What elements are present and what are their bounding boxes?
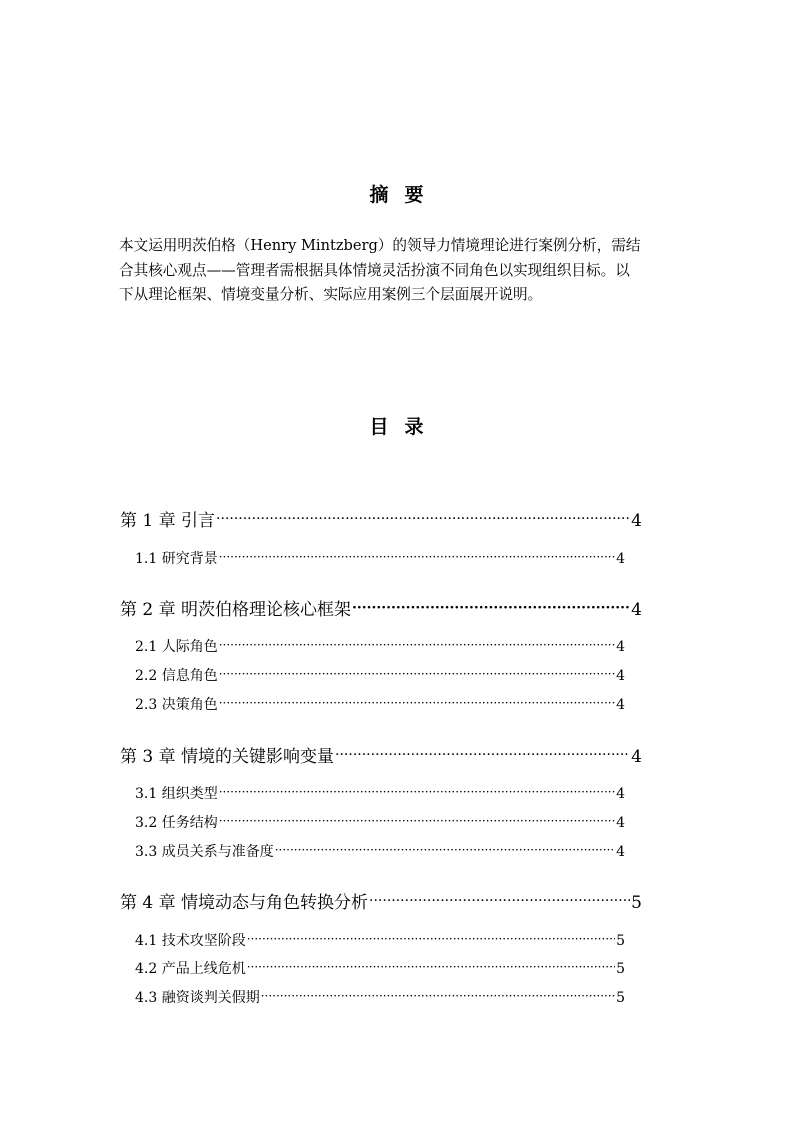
toc-entry-page: 5 <box>616 961 625 977</box>
toc-entry-label: 2.1 人际角色 <box>135 639 218 655</box>
toc-entry-page: 4 <box>616 815 625 831</box>
toc-entry-label: 4.1 技术攻坚阶段 <box>135 933 246 949</box>
toc-entry-label: 3.3 成员关系与准备度 <box>135 844 274 860</box>
toc-entry-label: 4.2 产品上线危机 <box>135 961 246 977</box>
toc-section-4-1[interactable] <box>135 930 625 950</box>
abstract-title <box>0 180 793 207</box>
toc-entry-page: 4 <box>616 668 625 684</box>
toc-entry-page: 5 <box>616 990 625 1006</box>
toc-entry-label: 1.1 研究背景 <box>135 551 218 567</box>
toc-entry-page: 4 <box>616 844 625 860</box>
toc-entry-label: 2.3 决策角色 <box>135 697 218 713</box>
toc-entry-page: 4 <box>631 511 642 531</box>
toc-chapter-1[interactable] <box>120 506 642 531</box>
toc-section-3-1[interactable] <box>135 783 625 803</box>
toc-chapter-2[interactable] <box>120 595 642 620</box>
toc-section-3-2[interactable] <box>135 812 625 832</box>
toc-leader <box>247 932 615 946</box>
abstract-line: 本文运用明茨伯格（Henry Mintzberg）的领导力情境理论进行案例分析，需结 <box>119 237 641 254</box>
abstract-title-char: 要 <box>404 184 424 206</box>
toc-section-1-1[interactable] <box>135 548 625 568</box>
abstract-line: 下从理论框架、情境变量分析、实际应用案例三个层面展开说明。 <box>119 286 543 303</box>
toc-entry-label: 第 4 章 情境动态与角色转换分析 <box>120 893 369 913</box>
toc-leader <box>369 893 630 909</box>
toc-leader <box>219 638 615 652</box>
toc-entry-label: 第 2 章 明茨伯格理论核心框架 <box>120 600 352 620</box>
abstract-title-char: 摘 <box>369 184 389 206</box>
toc-leader <box>219 667 615 681</box>
abstract-body <box>119 234 679 308</box>
toc-entry-label: 2.2 信息角色 <box>135 668 218 684</box>
toc-entry-page: 5 <box>616 933 625 949</box>
toc-entry-label: 3.1 组织类型 <box>135 786 218 802</box>
toc-section-4-2[interactable] <box>135 958 625 978</box>
toc-entry-page: 4 <box>616 786 625 802</box>
toc-leader <box>219 550 615 564</box>
toc-title-char: 录 <box>404 416 424 438</box>
toc-leader <box>335 747 630 763</box>
toc-entry-page: 4 <box>616 639 625 655</box>
toc-chapter-4[interactable] <box>120 888 642 913</box>
toc-leader <box>275 843 615 857</box>
toc-entry-page: 5 <box>631 893 642 913</box>
toc-leader <box>219 814 615 828</box>
toc-leader <box>247 960 615 974</box>
toc-section-2-2[interactable] <box>135 665 625 685</box>
toc-chapter-3[interactable] <box>120 742 642 767</box>
toc-entry-page: 4 <box>631 600 642 620</box>
toc-leader <box>219 785 615 799</box>
toc-entry-page: 4 <box>616 697 625 713</box>
toc-leader <box>352 600 630 616</box>
toc-title-char: 目 <box>369 416 389 438</box>
toc-section-2-1[interactable] <box>135 636 625 656</box>
toc-entry-label: 第 1 章 引言 <box>120 511 216 531</box>
toc-section-2-3[interactable] <box>135 694 625 714</box>
toc-entry-label: 4.3 融资谈判关假期 <box>135 990 260 1006</box>
toc-leader <box>216 511 630 527</box>
toc-entry-label: 第 3 章 情境的关键影响变量 <box>120 747 335 767</box>
toc-entry-page: 4 <box>631 747 642 767</box>
toc-leader <box>261 989 615 1003</box>
toc-entry-label: 3.2 任务结构 <box>135 815 218 831</box>
abstract-line: 合其核心观点——管理者需根据具体情境灵活扮演不同角色以实现组织目标。以 <box>119 261 630 279</box>
toc-title <box>0 412 793 439</box>
toc-leader <box>219 696 615 710</box>
toc-section-4-3[interactable] <box>135 987 625 1007</box>
toc-section-3-3[interactable] <box>135 841 625 861</box>
toc-entry-page: 4 <box>616 551 625 567</box>
